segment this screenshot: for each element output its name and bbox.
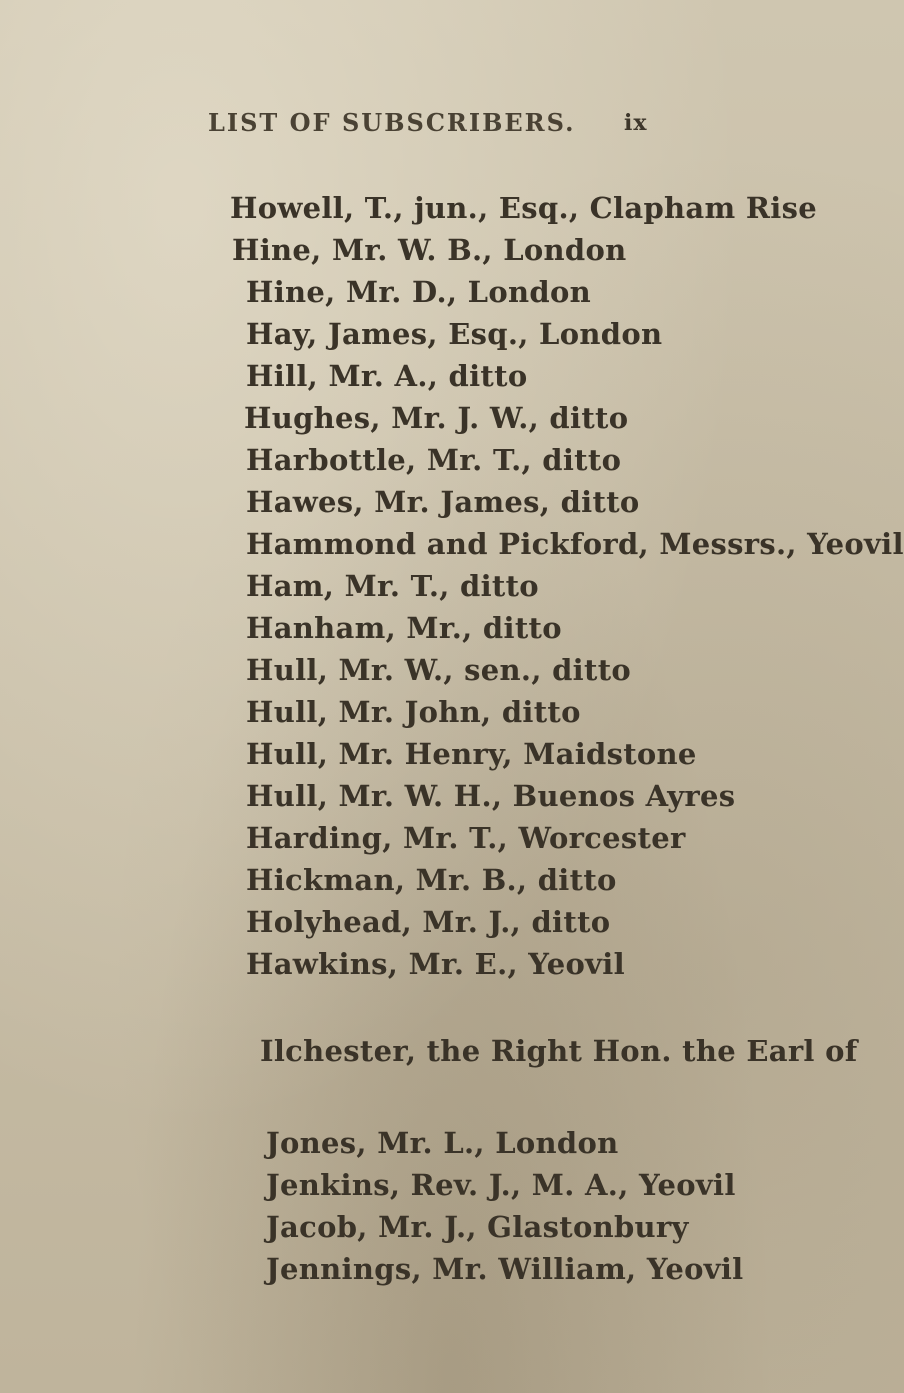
page-number: ix [624, 110, 648, 136]
subscriber-entry: Jones, Mr. L., London [266, 1126, 619, 1160]
subscriber-entry: Hawkins, Mr. E., Yeovil [246, 947, 625, 981]
running-head: LIST OF SUBSCRIBERS. [208, 108, 576, 137]
subscriber-entry: Hull, Mr. John, ditto [246, 695, 581, 729]
subscriber-entry: Hammond and Pickford, Messrs., Yeovil [246, 527, 904, 561]
subscriber-entry: Hill, Mr. A., ditto [246, 359, 528, 393]
subscriber-entry: Hughes, Mr. J. W., ditto [244, 401, 629, 435]
subscriber-entry: Hickman, Mr. B., ditto [246, 863, 617, 897]
subscriber-entry: Jenkins, Rev. J., M. A., Yeovil [266, 1168, 736, 1202]
subscriber-entry: Hull, Mr. Henry, Maidstone [246, 737, 697, 771]
subscriber-entry: Hay, James, Esq., London [246, 317, 663, 351]
subscriber-entry: Hawes, Mr. James, ditto [246, 485, 640, 519]
subscriber-entry: Ham, Mr. T., ditto [246, 569, 539, 603]
subscriber-entry: Hull, Mr. W. H., Buenos Ayres [246, 779, 736, 813]
subscriber-entry: Jacob, Mr. J., Glastonbury [266, 1210, 689, 1244]
subscriber-entry: Hull, Mr. W., sen., ditto [246, 653, 632, 687]
subscriber-entry: Jennings, Mr. William, Yeovil [266, 1252, 744, 1286]
subscriber-entry: Ilchester, the Right Hon. the Earl of [260, 1034, 858, 1068]
page-header [0, 108, 800, 148]
subscriber-entry: Harding, Mr. T., Worcester [246, 821, 686, 855]
subscriber-entry: Holyhead, Mr. J., ditto [246, 905, 611, 939]
subscriber-entry: Howell, T., jun., Esq., Clapham Rise [230, 191, 817, 225]
subscriber-entry: Hanham, Mr., ditto [246, 611, 562, 645]
subscriber-entry: Hine, Mr. D., London [246, 275, 591, 309]
subscriber-entry: Hine, Mr. W. B., London [232, 233, 627, 267]
subscriber-entry: Harbottle, Mr. T., ditto [246, 443, 622, 477]
